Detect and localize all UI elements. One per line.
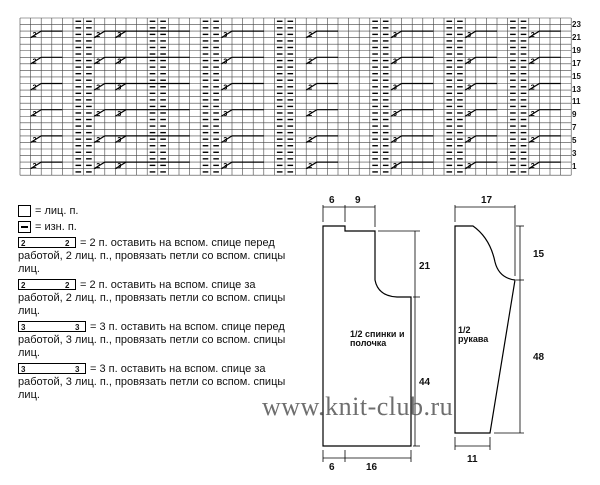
cable-mark-label: 2 xyxy=(96,136,101,144)
body-lower-side-dim: 44 xyxy=(419,377,431,388)
row-number: 21 xyxy=(572,32,581,42)
row-number: 19 xyxy=(572,45,581,55)
cable-mark-label: 3 xyxy=(467,136,472,144)
legend-cable3-front: 3 3 = 3 п. оставить на вспом. спице перед работой, 3 лиц. п., провязать петли со вспом. спицы лиц. xyxy=(18,321,286,359)
cable-mark-label: 3 xyxy=(393,58,397,66)
cable3-back-symbol-icon: 3 3 xyxy=(18,363,86,374)
cable-mark-label: 3 xyxy=(117,136,122,144)
cable-mark-label: 2 xyxy=(308,163,313,171)
cable-mark-label: 2 xyxy=(308,84,313,92)
body-piece-label: 1/2 спинки и полочка xyxy=(350,329,405,348)
legend-knit: = лиц. п. xyxy=(18,205,298,218)
cable-mark-label: 2 xyxy=(32,110,37,118)
row-number: 5 xyxy=(572,136,577,146)
cable-mark-label: 2 xyxy=(530,110,535,118)
sleeve-lower-side-dim: 48 xyxy=(533,352,545,363)
row-number: 15 xyxy=(572,71,581,81)
cable-mark-label: 3 xyxy=(223,32,228,40)
cable-mark-label: 2 xyxy=(530,84,535,92)
cable-mark-label: 2 xyxy=(96,32,101,40)
cable-mark-label: 2 xyxy=(308,58,313,66)
cable-mark-label: 3 xyxy=(117,110,122,118)
cable-mark-label: 3 xyxy=(223,136,228,144)
cable-mark-label: 3 xyxy=(223,163,228,171)
cable-mark-label: 3 xyxy=(117,32,122,40)
body-upper-side-dim: 21 xyxy=(419,261,431,272)
cable-mark-label: 2 xyxy=(96,84,101,92)
cable-mark-label: 3 xyxy=(223,84,228,92)
body-bottom-left-dim: 6 xyxy=(329,462,335,473)
cable-mark-label: 2 xyxy=(308,110,313,118)
body-top-right-dim: 9 xyxy=(355,195,361,206)
cable-mark-label: 2 xyxy=(530,163,535,171)
row-numbers xyxy=(572,19,592,174)
cable-mark-label: 3 xyxy=(117,58,122,66)
row-number: 11 xyxy=(572,97,581,107)
cable-mark-label: 3 xyxy=(223,110,228,118)
legend-purl: = изн. п. xyxy=(18,221,298,234)
cable-mark-label: 3 xyxy=(467,110,472,118)
cable-mark-label: 3 xyxy=(393,32,397,40)
cable-mark-label: 2 xyxy=(32,84,37,92)
cable-mark-label: 2 xyxy=(530,58,535,66)
chart-legend xyxy=(18,205,298,405)
cable-mark-label: 2 xyxy=(32,32,37,40)
cable-mark-label: 3 xyxy=(393,136,397,144)
sleeve-bottom-dim: 11 xyxy=(467,454,478,465)
cable-mark-label: 3 xyxy=(117,84,122,92)
chart-grid xyxy=(20,18,571,175)
body-top-left-dim: 6 xyxy=(329,195,335,206)
legend-cable2-front: 2 2 = 2 п. оставить на вспом. спице перед работой, 2 лиц. п., провязать петли со вспом. спицы лиц. xyxy=(18,237,286,275)
cable-mark-label: 3 xyxy=(393,84,397,92)
cable2-back-symbol-icon: 2 2 xyxy=(18,279,76,290)
cable-mark-label: 2 xyxy=(96,58,101,66)
row-number: 7 xyxy=(572,123,577,133)
row-number: 3 xyxy=(572,149,577,159)
cable-mark-label: 2 xyxy=(32,136,37,144)
knitting-chart xyxy=(0,0,600,185)
sleeve-piece-label: 1/2 рукава xyxy=(458,325,489,344)
cable-mark-label: 2 xyxy=(530,32,535,40)
cable-mark-label: 3 xyxy=(467,32,472,40)
cable-mark-label: 3 xyxy=(393,163,397,171)
cable-mark-label: 2 xyxy=(32,163,37,171)
cable-mark-label: 3 xyxy=(117,163,122,171)
purl-symbol-icon xyxy=(18,221,31,233)
row-number: 13 xyxy=(572,84,581,94)
row-number: 9 xyxy=(572,110,577,120)
cable-mark-label: 2 xyxy=(308,32,313,40)
cable-mark-label: 2 xyxy=(308,136,313,144)
cable-mark-label: 3 xyxy=(467,58,472,66)
cable3-front-symbol-icon: 3 3 xyxy=(18,321,86,332)
row-number: 17 xyxy=(572,58,581,68)
body-bottom-right-dim: 16 xyxy=(366,462,378,473)
cable-mark-label: 3 xyxy=(393,110,397,118)
cable-mark-label: 2 xyxy=(96,110,101,118)
sleeve-upper-side-dim: 15 xyxy=(533,249,545,260)
cable-mark-label: 2 xyxy=(530,136,535,144)
row-number: 23 xyxy=(572,20,581,29)
cable-mark-label: 2 xyxy=(32,58,37,66)
legend-cable3-back: 3 3 = 3 п. оставить на вспом. спице за работой, 3 лиц. п., провязать петли со вспом. спицы лиц. xyxy=(18,363,286,401)
knit-symbol-icon xyxy=(18,205,31,217)
cable-mark-label: 2 xyxy=(96,163,101,171)
cable-mark-label: 3 xyxy=(223,58,228,66)
row-number: 1 xyxy=(572,161,577,171)
legend-cable2-back: 2 2 = 2 п. оставить на вспом. спице за работой, 2 лиц. п., провязать петли со вспом. спицы лиц. xyxy=(18,279,286,317)
cable-mark-label: 3 xyxy=(467,163,472,171)
site-watermark: www.knit-club.ru xyxy=(262,392,454,421)
sleeve-top-dim: 17 xyxy=(481,195,493,206)
cable-mark-label: 3 xyxy=(467,84,472,92)
cable2-front-symbol-icon: 2 2 xyxy=(18,237,76,248)
